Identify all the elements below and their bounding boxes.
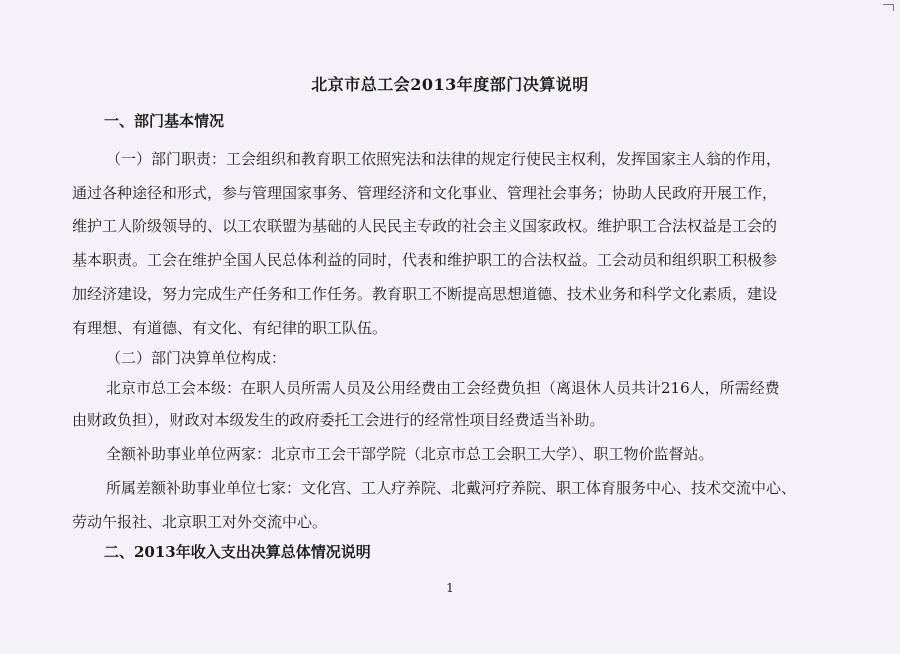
paragraph-line: 所属差额补助事业单位七家：文化宫、工人疗养院、北戴河疗养院、职工体育服务中心、技术交流中心、 [106, 479, 797, 497]
section-heading-basic-info: 一、部门基本情况 [104, 112, 225, 130]
page-number: 1 [446, 581, 454, 595]
paragraph-line: 劳动午报社、北京职工对外交流中心。 [72, 513, 328, 531]
paragraph-line: 由财政负担），财政对本级发生的政府委托工会进行的经常性项目经费适当补助。 [72, 411, 605, 429]
paragraph-line: 北京市总工会本级：在职人员所需人员及公用经费由工会经费负担（离退休人员共计216人，所需经费 [106, 379, 780, 397]
subheading-unit-composition: （二）部门决算单位构成： [106, 349, 287, 367]
paragraph-line: 全额补助事业单位两家：北京市工会干部学院（北京市总工会职工大学）、职工物价监督站。 [106, 445, 714, 463]
paragraph-line: 通过各种途径和形式，参与管理国家事务、管理经济和文化事业、管理社会事务；协助人民政府开展工作， [72, 184, 778, 202]
paragraph-line: 基本职责。工会在维护全国人民总体利益的同时，代表和维护职工的合法权益。工会动员和组织职工积极参 [72, 251, 778, 269]
section-heading-budget-overview: 二、2013年收入支出决算总体情况说明 [104, 543, 371, 561]
document-title: 北京市总工会2013年度部门决算说明 [311, 75, 589, 94]
scan-corner-mark [883, 4, 894, 11]
paragraph-line: 维护工人阶级领导的、以工农联盟为基础的人民民主专政的社会主义国家政权。维护职工合法权益是工会的 [72, 217, 778, 235]
paragraph-line: （一）部门职责：工会组织和教育职工依照宪法和法律的规定行使民主权利，发挥国家主人翁的作用， [106, 150, 782, 168]
paragraph-line: 加经济建设，努力完成生产任务和工作任务。教育职工不断提高思想道德、技术业务和科学文化素质，建设 [72, 285, 778, 303]
paragraph-line: 有理想、有道德、有文化、有纪律的职工队伍。 [72, 319, 388, 337]
